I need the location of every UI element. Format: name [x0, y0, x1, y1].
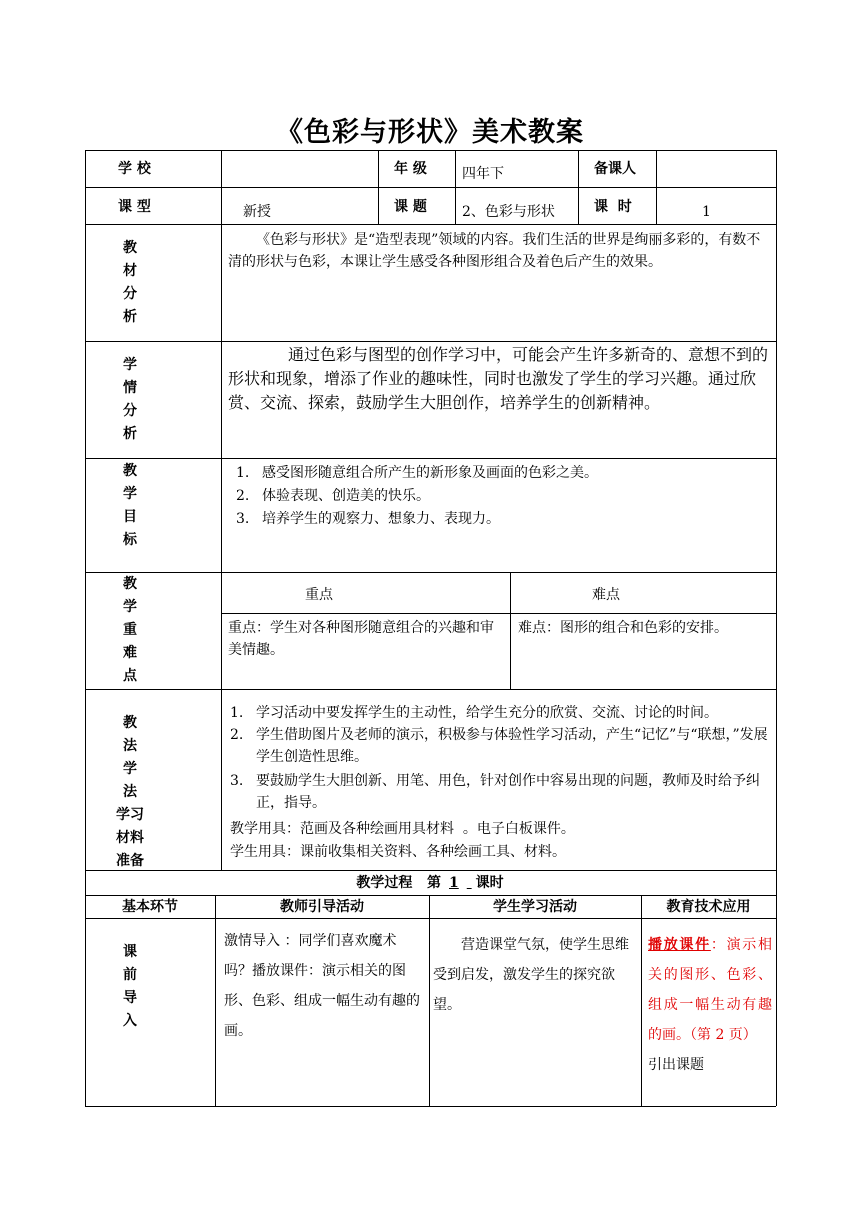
- grade-value: 四年下: [462, 166, 504, 182]
- method-item: 3. 要鼓励学生大胆创新、用笔、用色，针对创作中容易出现的问题，教师及时给予纠正，指导。: [230, 773, 760, 811]
- teacher-activity: 激情导入 ：同学们喜欢魔术吗？播放课件：演示相关的图形、色彩、组成一幅生动有趣的画。: [224, 933, 420, 1039]
- hours-label: 课 时: [594, 199, 632, 215]
- preparer-label: 备课人: [594, 161, 636, 177]
- goal-item: 3. 培养学生的观察力、想象力、表现力。: [236, 511, 500, 527]
- diff-text: 难点：图形的组合和色彩的安排。: [518, 620, 728, 636]
- topic-label: 课 题: [394, 199, 427, 215]
- methods-label: 教 法 学 法 学习 材料 准备: [116, 715, 144, 869]
- topic-value: 2、色彩与形状: [462, 204, 555, 220]
- teacher-tools: 教学用具：范画及各种绘画用具材料 。电子白板课件。: [230, 821, 575, 837]
- method-item: 2. 学生借助图片及老师的演示，积极参与体验性学习活动，产生“记忆”与“联想，”发展学生创造性思维。: [230, 727, 768, 765]
- goal-item: 1. 感受图形随意组合所产生的新形象及画面的色彩之美。: [236, 465, 598, 481]
- student-activity: 营造课堂气氛，使学生思维受到启发，激发学生的探究欲望。: [433, 937, 629, 1013]
- type-label: 课 型: [118, 199, 151, 215]
- student-tools: 学生用具：课前收集相关资料、各种绘画工具、材料。: [230, 844, 566, 860]
- diff-header: 难点: [592, 587, 620, 603]
- hours-value: 1: [702, 204, 711, 220]
- student-label: 学 情 分 析: [123, 357, 137, 442]
- material-label: 教 材 分 析: [123, 240, 137, 325]
- grade-label: 年 级: [394, 161, 427, 177]
- tech-link[interactable]: 播放课件: [648, 937, 711, 953]
- process-heading: 教学过程 第 1 课时: [356, 875, 504, 891]
- student-text: 通过色彩与图型的创作学习中，可能会产生许多新奇的、意想不到的形状和现象，增添了作业的趣味性，同时也激发了学生的学习兴趣。通过欣赏、交流、探索，鼓励学生大胆创作，培养学生的创新精神。: [228, 345, 769, 412]
- col-header-tech: 教育技术应用: [666, 899, 751, 915]
- col-header-student: 学生学习活动: [493, 899, 577, 915]
- type-value: 新授: [243, 204, 271, 220]
- goals-label: 教 学 目 标: [123, 463, 137, 548]
- tech-application: 播放课件：演示相关的图形、色彩、组成一幅生动有趣的画。（第 2 页） 引出课题: [648, 937, 773, 1073]
- keypoints-label: 教 学 重 难 点: [123, 576, 137, 684]
- school-label: 学 校: [118, 161, 151, 177]
- goal-item: 2. 体验表现、创造美的快乐。: [236, 488, 430, 504]
- key-header: 重点: [305, 587, 333, 603]
- col-header-stage: 基本环节: [122, 899, 178, 915]
- col-header-teacher: 教师引导活动: [280, 899, 364, 915]
- key-text: 重点：学生对各种图形随意组合的兴趣和审美情趣。: [228, 620, 494, 658]
- material-text: 《色彩与形状》是“造型表现”领域的内容。我们生活的世界是绚丽多彩的，有数不清的形状与色彩，本课让学生感受各种图形组合及着色后产生的效果。: [228, 232, 761, 270]
- method-item: 1. 学习活动中要发挥学生的主动性，给学生充分的欣赏、交流、讨论的时间。: [230, 705, 718, 721]
- page-title: 《色彩与形状》美术教案: [276, 117, 584, 148]
- stage-label: 课 前 导 入: [123, 944, 137, 1029]
